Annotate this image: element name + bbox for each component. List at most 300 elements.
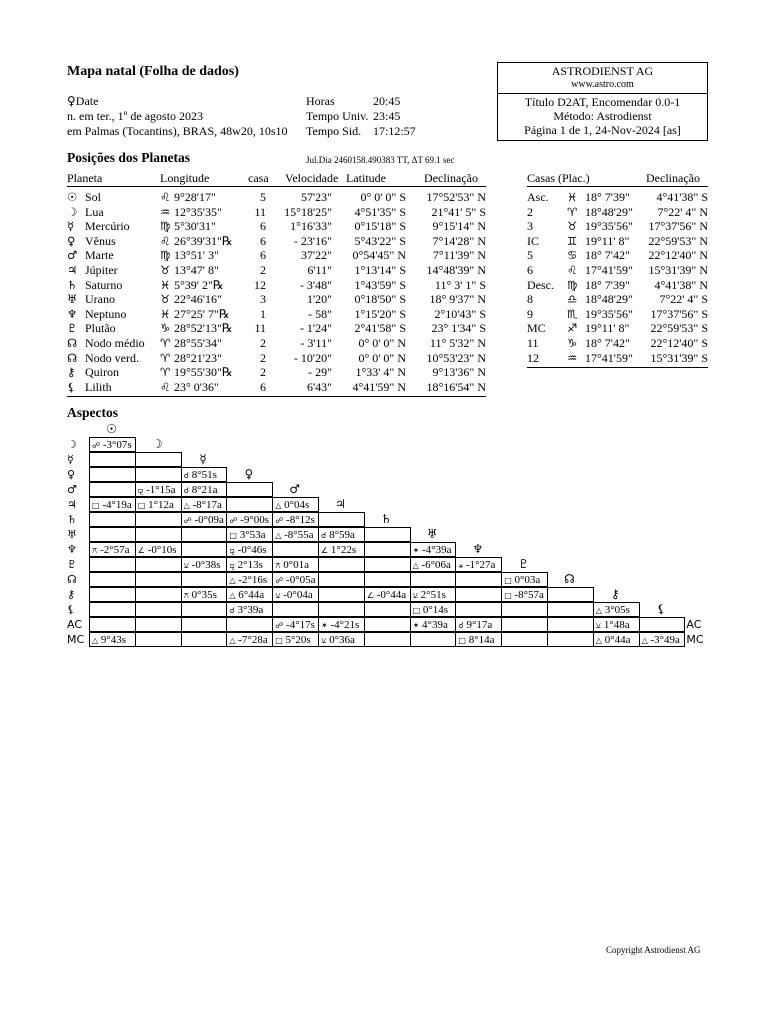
website-link[interactable]: www.astro.com <box>571 79 634 90</box>
aspect-cell <box>135 452 182 467</box>
aspect-row-label-icon: ♀ <box>67 468 76 481</box>
aspect-orb: 9°17a <box>463 619 493 631</box>
aspect-cell <box>226 572 273 587</box>
house-sign-icon: ♎ <box>567 292 578 307</box>
planet-symbol-icon: ☉ <box>67 190 78 204</box>
planet-house: 11 <box>254 321 266 336</box>
aspect-symbol-icon: ⚺ <box>595 621 602 630</box>
aspect-orb: -4°39a <box>419 544 452 556</box>
house-name: 2 <box>527 204 533 219</box>
planet-symbol-icon: ♄ <box>67 277 78 292</box>
aspect-orb: -0°04a <box>280 589 313 601</box>
sign-icon: ♍ <box>160 248 171 263</box>
aspect-orb: -8°55a <box>281 529 314 541</box>
aspect-symbol-icon: ⚺ <box>412 591 418 600</box>
aspect-cell <box>226 527 273 542</box>
aspect-cell <box>89 467 136 482</box>
aspect-orb: -4°19a <box>99 499 132 511</box>
aspect-diagonal-label-icon: ♄ <box>380 512 392 526</box>
aspect-orb: -9°00s <box>237 514 270 526</box>
aspect-symbol-icon: △ <box>412 561 419 570</box>
house-longitude: 19°11' 8" <box>585 321 630 336</box>
aspect-cell <box>272 512 319 527</box>
label-ut: Tempo Univ. <box>306 109 369 123</box>
aspect-symbol-icon: ☌ <box>458 621 464 630</box>
planet-symbol-icon: ♃ <box>67 263 78 277</box>
aspect-orb: -7°28a <box>235 634 268 646</box>
sign-icon: ♓ <box>160 306 171 321</box>
house-declination: 22°59'53" S <box>650 321 708 336</box>
aspect-cell <box>455 587 502 602</box>
planet-symbol-icon: ☿ <box>67 219 75 234</box>
aspect-cell <box>272 572 319 587</box>
aspect-cell <box>410 602 457 617</box>
house-sign-icon: ♏ <box>567 306 578 321</box>
aspect-cell <box>226 587 273 602</box>
house-declination: 15°31'39" S <box>650 350 708 365</box>
aspect-diagonal-label-icon: ☉ <box>106 422 117 436</box>
page-title: Mapa natal (Folha de dados) <box>67 64 239 79</box>
planet-symbol-icon: ⚷ <box>67 365 76 380</box>
planet-latitude: 0° 0' 0" N <box>358 350 406 365</box>
aspect-symbol-icon: ⚼ <box>229 546 235 555</box>
aspect-orb: -2°57a <box>97 544 130 556</box>
aspect-orb: 1°12a <box>145 499 174 511</box>
sign-icon: ♍ <box>160 219 171 234</box>
aspect-cell <box>89 512 136 527</box>
house-sign-icon: ♒ <box>567 350 578 365</box>
aspect-cell <box>501 602 548 617</box>
copyright: Copyright Astrodienst AG <box>606 945 701 955</box>
planet-house: 2 <box>260 336 266 350</box>
planet-declination: 18°16'54" N <box>426 379 486 394</box>
aspect-cell <box>135 557 182 572</box>
planet-latitude: 0°54'45" N <box>352 248 406 263</box>
aspect-orb: -2°16s <box>235 574 268 586</box>
aspect-cell <box>89 617 136 632</box>
aspect-orb: -3°07s <box>100 439 132 451</box>
house-sign-icon: ♐ <box>567 321 578 336</box>
aspect-symbol-icon: △ <box>275 501 282 510</box>
company-name: ASTRODIENST AG <box>551 64 654 78</box>
aspect-orb: 1°22s <box>328 544 357 556</box>
julian-day: Jul.Dia 2460158.490383 TT, ΔT 69.1 sec <box>306 155 455 165</box>
planet-name: Lua <box>85 204 104 219</box>
planet-longitude: 27°25' 7"℞ <box>174 306 230 321</box>
aspect-orb: 3°39a <box>234 604 264 616</box>
aspect-diagonal-label-icon: ♃ <box>335 497 346 511</box>
aspect-orb: 1°48a <box>601 619 630 631</box>
aspect-cell <box>272 602 319 617</box>
aspect-orb: 8°51s <box>188 469 217 481</box>
aspect-cell <box>135 467 182 482</box>
aspect-cell <box>89 587 136 602</box>
planet-latitude: 0° 0' 0" S <box>360 190 406 204</box>
aspect-symbol-icon: □ <box>504 576 512 585</box>
value-ut: 23:45 <box>373 109 401 123</box>
aspect-cell <box>547 632 594 647</box>
aspect-symbol-icon: ☍ <box>92 441 101 450</box>
aspect-cell <box>272 527 319 542</box>
planet-declination: 7°11'39" N <box>432 248 486 263</box>
house-longitude: 17°41'59" <box>585 263 633 277</box>
aspect-symbol-icon: □ <box>92 501 100 510</box>
aspect-cell <box>272 587 319 602</box>
aspect-orb: -4°21s <box>327 619 360 631</box>
aspect-symbol-icon: △ <box>229 636 236 645</box>
aspect-cell <box>181 572 228 587</box>
house-declination: 7°22' 4" N <box>657 204 708 219</box>
planet-symbol-icon: ♀ <box>67 233 76 248</box>
planet-declination: 21°41' 5" S <box>431 204 486 219</box>
aspect-symbol-icon: △ <box>92 636 99 645</box>
planet-house: 11 <box>254 204 266 219</box>
house-declination: 7°22' 4" S <box>659 292 708 307</box>
aspect-cell <box>135 587 182 602</box>
planet-speed: - 29" <box>308 365 332 380</box>
aspect-symbol-icon: ∠ <box>366 591 374 600</box>
aspect-orb: 5°20s <box>282 634 311 646</box>
aspect-symbol-icon: ☍ <box>275 516 284 525</box>
aspect-cell <box>455 557 502 572</box>
aspect-symbol-icon: ☍ <box>275 576 284 585</box>
aspect-orb: -0°05a <box>283 574 316 586</box>
aspect-cell <box>181 587 228 602</box>
aspect-row-label-icon: AC <box>67 618 83 631</box>
aspect-cell <box>89 557 136 572</box>
aspect-symbol-icon: ✶ <box>412 546 420 555</box>
house-declination: 22°59'53" N <box>648 233 708 248</box>
house-sign-icon: ♊ <box>567 233 578 248</box>
aspect-cell <box>135 632 182 647</box>
planet-speed: - 23'16" <box>293 233 332 248</box>
col-houses: Casas (Plac.) <box>527 171 590 185</box>
aspect-symbol-icon: ☌ <box>321 531 327 540</box>
aspect-symbol-icon: ⚼ <box>137 486 144 495</box>
method-line: Método: Astrodienst <box>553 109 652 123</box>
aspect-orb: -8°57a <box>511 589 544 601</box>
planet-latitude: 4°51'35" S <box>354 204 406 219</box>
aspect-row-label-icon: ☽ <box>67 438 77 451</box>
venus-icon: ♀ <box>67 94 76 108</box>
aspect-cell <box>318 512 365 527</box>
planet-declination: 9°15'14" N <box>432 219 486 234</box>
aspect-symbol-icon: ⚻ <box>275 561 281 570</box>
aspect-row-label-icon: MC <box>67 633 85 646</box>
aspect-symbol-icon: △ <box>183 501 190 510</box>
aspect-diagonal-label-icon: ♂ <box>289 482 301 496</box>
label-hours: Horas <box>306 94 335 108</box>
aspect-symbol-icon: □ <box>229 531 237 540</box>
aspect-cell <box>181 557 228 572</box>
planet-house: 1 <box>260 306 266 321</box>
aspect-symbol-icon: ⚺ <box>321 636 327 645</box>
aspect-cell <box>501 632 548 647</box>
aspect-cell <box>89 572 136 587</box>
col-houses-declination: Declinação <box>646 171 700 185</box>
aspect-symbol-icon: △ <box>229 591 236 600</box>
aspect-cell <box>226 617 273 632</box>
aspect-cell <box>89 542 136 557</box>
planet-symbol-icon: ♂ <box>67 248 78 263</box>
planet-latitude: 1°33' 4" N <box>355 365 406 380</box>
aspect-orb: 8°14a <box>465 634 495 646</box>
planet-longitude: 28°52'13"℞ <box>174 321 233 336</box>
planet-longitude: 28°21'23" <box>174 350 222 365</box>
col-house: casa <box>248 171 269 185</box>
house-sign-icon: ♈ <box>567 204 578 219</box>
house-sign-icon: ♋ <box>567 248 578 263</box>
aspect-cell <box>226 512 273 527</box>
aspect-diagonal-label-icon: ♅ <box>426 527 438 541</box>
planet-declination: 9°13'36" N <box>432 365 486 380</box>
aspect-row-label-icon: ♄ <box>67 513 77 526</box>
aspect-symbol-icon: ⚻ <box>183 591 189 600</box>
planet-symbol-icon: ♇ <box>67 321 78 336</box>
aspect-orb: -0°38s <box>188 559 221 571</box>
aspect-orb: 0°44a <box>601 634 631 646</box>
aspect-cell <box>181 497 228 512</box>
aspect-orb: 4°39a <box>419 619 448 631</box>
planet-declination: 10°53'23" N <box>426 350 486 365</box>
aspect-cell <box>226 482 273 497</box>
col-latitude: Latitude <box>346 171 386 185</box>
planet-name: Plutão <box>85 321 116 336</box>
planet-declination: 11° 3' 1" S <box>434 277 486 292</box>
planet-speed: - 10'20" <box>293 350 332 365</box>
planet-longitude: 12°35'35" <box>174 204 222 219</box>
planet-speed: - 58" <box>308 306 332 321</box>
planet-longitude: 28°55'34" <box>174 336 222 350</box>
order-title: Título D2AT, Encomendar 0.0-1 <box>524 95 681 109</box>
aspect-cell <box>410 542 457 557</box>
aspect-cell <box>135 617 182 632</box>
house-longitude: 18°48'29" <box>585 292 633 307</box>
planet-name: Mercúrio <box>85 219 130 234</box>
planet-longitude: 22°46'16" <box>174 292 222 307</box>
planet-symbol-icon: ♆ <box>67 306 78 321</box>
aspect-cell <box>135 572 182 587</box>
planet-house: 5 <box>260 190 266 204</box>
planet-house: 6 <box>260 248 266 263</box>
planet-latitude: 5°43'22" S <box>354 233 406 248</box>
aspect-cell <box>135 542 182 557</box>
sign-icon: ♈ <box>160 336 171 350</box>
aspect-diagonal-label-icon: ♇ <box>518 557 530 571</box>
house-sign-icon: ♍ <box>567 277 578 292</box>
planet-latitude: 1°43'59" S <box>354 277 406 292</box>
aspect-row-label-icon: ♅ <box>67 528 77 541</box>
houses-bottom-rule <box>527 367 708 368</box>
aspect-cell <box>181 542 228 557</box>
aspect-orb: 0°03a <box>511 574 541 586</box>
house-declination: 22°12'40" S <box>650 336 708 350</box>
planet-symbol-icon: ⚸ <box>67 379 76 394</box>
aspect-cell <box>318 557 365 572</box>
planet-declination: 17°52'53" N <box>426 190 486 204</box>
planet-house: 2 <box>260 263 266 277</box>
aspect-symbol-icon: ☌ <box>229 606 235 615</box>
planet-symbol-icon: ♅ <box>67 292 78 307</box>
aspect-orb: 0°14s <box>420 604 449 616</box>
house-name: 5 <box>527 248 533 263</box>
sign-icon: ♒ <box>160 204 171 219</box>
planet-house: 2 <box>260 350 266 365</box>
planet-name: Neptuno <box>85 306 127 321</box>
planet-longitude: 26°39'31"℞ <box>174 233 233 248</box>
aspect-symbol-icon: ⚺ <box>275 591 281 600</box>
sign-icon: ♌ <box>160 190 171 204</box>
house-longitude: 19°35'56" <box>585 219 633 234</box>
planet-name: Sol <box>85 190 102 204</box>
house-name: 11 <box>527 336 539 350</box>
aspect-orb: 9°43s <box>98 634 127 646</box>
aspect-cell <box>639 632 686 647</box>
aspect-diagonal-label-icon: ⚷ <box>610 587 620 601</box>
aspect-orb: -0°46s <box>234 544 267 556</box>
planet-symbol-icon: ☽ <box>67 204 78 219</box>
col-speed: Velocidade <box>285 171 339 185</box>
planet-speed: 37'22" <box>300 248 332 263</box>
aspect-symbol-icon: ✶ <box>412 621 420 630</box>
aspect-row-label-icon: ♇ <box>67 558 77 571</box>
aspect-cell <box>226 542 273 557</box>
aspect-symbol-icon: □ <box>137 501 146 510</box>
aspect-orb: 6°44a <box>235 589 265 601</box>
aspect-symbol-icon: ☌ <box>183 471 189 480</box>
aspect-cell <box>135 482 182 497</box>
aspect-cell <box>226 557 273 572</box>
house-name: 3 <box>527 219 533 234</box>
aspect-cell <box>89 527 136 542</box>
planet-symbol-icon: ☊ <box>67 336 78 350</box>
house-sign-icon: ♌ <box>567 263 578 277</box>
house-name: 8 <box>527 292 533 307</box>
aspect-row-label-icon: ♃ <box>67 498 77 511</box>
planet-longitude: 9°28'17" <box>174 190 216 204</box>
house-name: Desc. <box>527 277 554 292</box>
house-sign-icon: ♑ <box>567 336 578 350</box>
value-hours: 20:45 <box>373 94 401 108</box>
planet-name: Quiron <box>85 365 119 380</box>
aspect-cell <box>455 617 502 632</box>
house-name: IC <box>527 233 539 248</box>
aspect-cell <box>272 542 319 557</box>
aspect-cell <box>410 572 457 587</box>
aspect-cell <box>272 632 319 647</box>
planet-house: 2 <box>260 365 266 380</box>
aspect-cell <box>593 617 640 632</box>
aspect-orb: -8°12s <box>283 514 315 526</box>
aspect-symbol-icon: ✶ <box>321 621 328 630</box>
aspect-cell <box>272 557 319 572</box>
aspect-cell <box>318 617 365 632</box>
planet-declination: 2°10'43" S <box>434 306 486 321</box>
aspect-orb: -0°44a <box>373 589 407 601</box>
aspect-symbol-icon: △ <box>641 636 648 645</box>
planet-longitude: 19°55'30"℞ <box>174 365 233 380</box>
house-declination: 17°37'56" N <box>648 219 708 234</box>
aspect-symbol-icon: ∠ <box>137 546 145 555</box>
aspect-symbol-icon: ☍ <box>229 516 238 525</box>
aspect-cell <box>135 527 182 542</box>
aspect-symbol-icon: □ <box>412 606 421 615</box>
planet-declination: 7°14'28" N <box>432 233 486 248</box>
aspect-symbol-icon: ⚼ <box>229 561 235 570</box>
aspect-cell <box>181 617 228 632</box>
aspect-diagonal-label-icon: AC <box>686 618 702 631</box>
aspect-orb: -1°15a <box>143 484 176 496</box>
house-longitude: 17°41'59" <box>585 350 633 365</box>
house-declination: 15°31'39" N <box>648 263 708 277</box>
planet-name: Júpiter <box>85 263 118 277</box>
planet-symbol-icon: ☊ <box>67 350 78 365</box>
aspect-symbol-icon: ⚹ <box>458 561 464 570</box>
aspect-symbol-icon: ⚻ <box>92 546 98 555</box>
aspect-cell <box>89 437 136 452</box>
planet-latitude: 0°18'50" S <box>354 292 406 307</box>
aspect-cell <box>181 512 228 527</box>
aspect-orb: -4°17s <box>283 619 315 631</box>
planet-speed: 1'20" <box>306 292 332 307</box>
aspect-symbol-icon: ∠ <box>321 546 329 555</box>
sign-icon: ♉ <box>160 292 171 307</box>
house-longitude: 18°48'29" <box>585 204 633 219</box>
aspect-cell <box>410 632 457 647</box>
aspect-cell <box>501 572 548 587</box>
house-name: 9 <box>527 306 533 321</box>
planet-name: Saturno <box>85 277 123 292</box>
aspect-symbol-icon: □ <box>275 636 283 645</box>
aspect-diagonal-label-icon: ☽ <box>151 437 163 451</box>
aspect-cell <box>318 572 365 587</box>
aspect-orb: -3°49a <box>647 634 680 646</box>
aspect-diagonal-label-icon: MC <box>686 633 704 646</box>
aspect-symbol-icon: ⚺ <box>183 561 189 570</box>
aspect-cell <box>455 602 502 617</box>
aspect-cell <box>181 527 228 542</box>
planet-declination: 14°48'39" N <box>426 263 486 277</box>
aspects-heading: Aspectos <box>67 405 118 420</box>
aspect-symbol-icon: △ <box>275 531 282 540</box>
aspect-orb: -6°06a <box>418 559 451 571</box>
planet-speed: - 1'24" <box>299 321 332 336</box>
aspect-cell <box>364 542 411 557</box>
aspect-symbol-icon: △ <box>595 636 602 645</box>
house-name: MC <box>527 321 546 336</box>
sign-icon: ♌ <box>160 379 171 394</box>
aspect-diagonal-label-icon: ♆ <box>472 542 484 556</box>
sign-icon: ♈ <box>160 365 171 380</box>
sign-icon: ♉ <box>160 263 171 277</box>
aspect-diagonal-label-icon: ☿ <box>199 452 207 466</box>
aspect-cell <box>135 497 182 512</box>
sign-icon: ♌ <box>160 233 171 248</box>
birth-place: em Palmas (Tocantins), BRAS, 48w20, 10s10 <box>67 124 288 138</box>
aspect-symbol-icon: □ <box>504 591 512 600</box>
house-longitude: 18° 7'42" <box>585 248 630 263</box>
planet-speed: 1°16'33" <box>290 219 332 234</box>
aspect-cell <box>410 617 457 632</box>
aspect-row-label-icon: ♆ <box>67 543 77 556</box>
planet-longitude: 5°30'31" <box>174 219 216 234</box>
aspect-cell <box>364 617 411 632</box>
planet-declination: 11° 5'32" N <box>429 336 486 350</box>
aspect-cell <box>135 512 182 527</box>
planet-name: Marte <box>85 248 114 263</box>
aspect-orb: 0°04s <box>281 499 310 511</box>
name-line <box>67 94 98 109</box>
